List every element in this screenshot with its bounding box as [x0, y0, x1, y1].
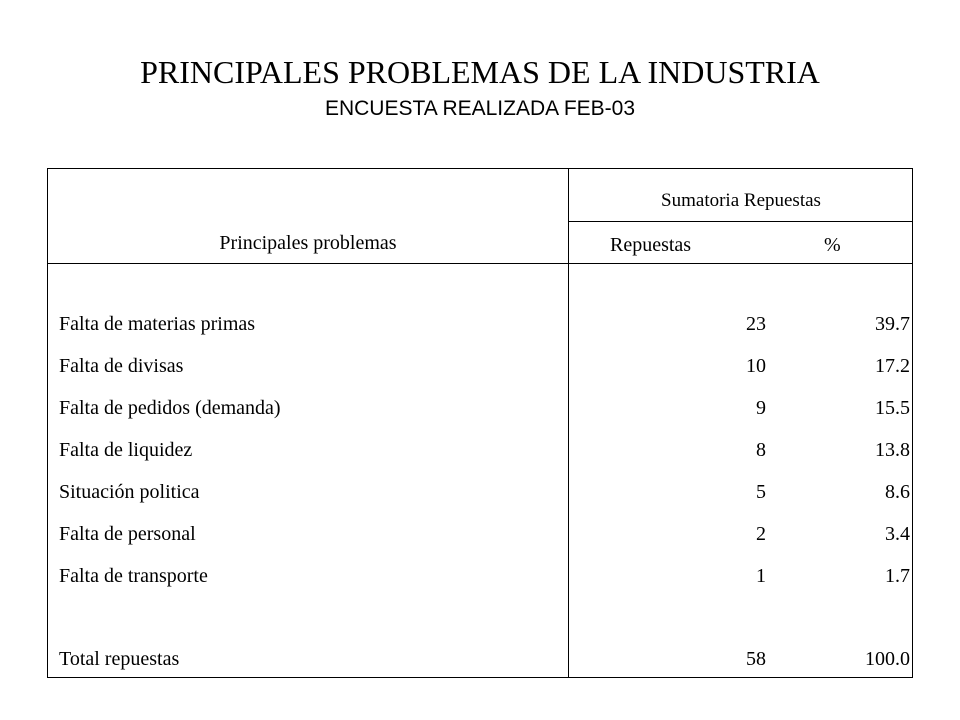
- header-principales-problemas: Principales problemas: [219, 232, 397, 254]
- row-label: Situación politica: [59, 481, 200, 503]
- row-percent: 3.4: [885, 523, 910, 545]
- row-label: Falta de liquidez: [59, 439, 193, 461]
- header-repuestas: Repuestas: [610, 234, 692, 256]
- row-respuestas: 8: [756, 439, 766, 461]
- row-respuestas: 2: [756, 523, 766, 545]
- row-percent: 13.8: [875, 439, 910, 461]
- total-respuestas: 58: [746, 648, 766, 670]
- row-respuestas: 1: [756, 565, 766, 587]
- row-label: Falta de divisas: [59, 355, 184, 377]
- total-percent: 100.0: [865, 648, 910, 670]
- row-respuestas: 9: [756, 397, 766, 419]
- page-title: PRINCIPALES PROBLEMAS DE LA INDUSTRIA: [140, 54, 820, 90]
- page-subtitle: ENCUESTA REALIZADA FEB-03: [324, 97, 636, 120]
- row-percent: 15.5: [875, 397, 910, 419]
- row-respuestas: 10: [746, 355, 766, 377]
- row-percent: 39.7: [875, 313, 910, 335]
- row-percent: 8.6: [885, 481, 910, 503]
- column-divider: [568, 169, 569, 677]
- header-divider: [48, 263, 912, 264]
- total-label: Total repuestas: [59, 648, 180, 670]
- header-sumatoria-repuestas: Sumatoria Repuestas: [661, 190, 821, 211]
- row-percent: 1.7: [885, 565, 910, 587]
- problems-table: [47, 168, 913, 678]
- row-label: Falta de materias primas: [59, 313, 256, 335]
- row-percent: 17.2: [875, 355, 910, 377]
- group-header-divider: [568, 221, 912, 222]
- row-respuestas: 5: [756, 481, 766, 503]
- row-respuestas: 23: [746, 313, 766, 335]
- row-label: Falta de pedidos (demanda): [59, 397, 281, 419]
- header-percent: %: [824, 234, 841, 256]
- row-label: Falta de transporte: [59, 565, 208, 587]
- row-label: Falta de personal: [59, 523, 196, 545]
